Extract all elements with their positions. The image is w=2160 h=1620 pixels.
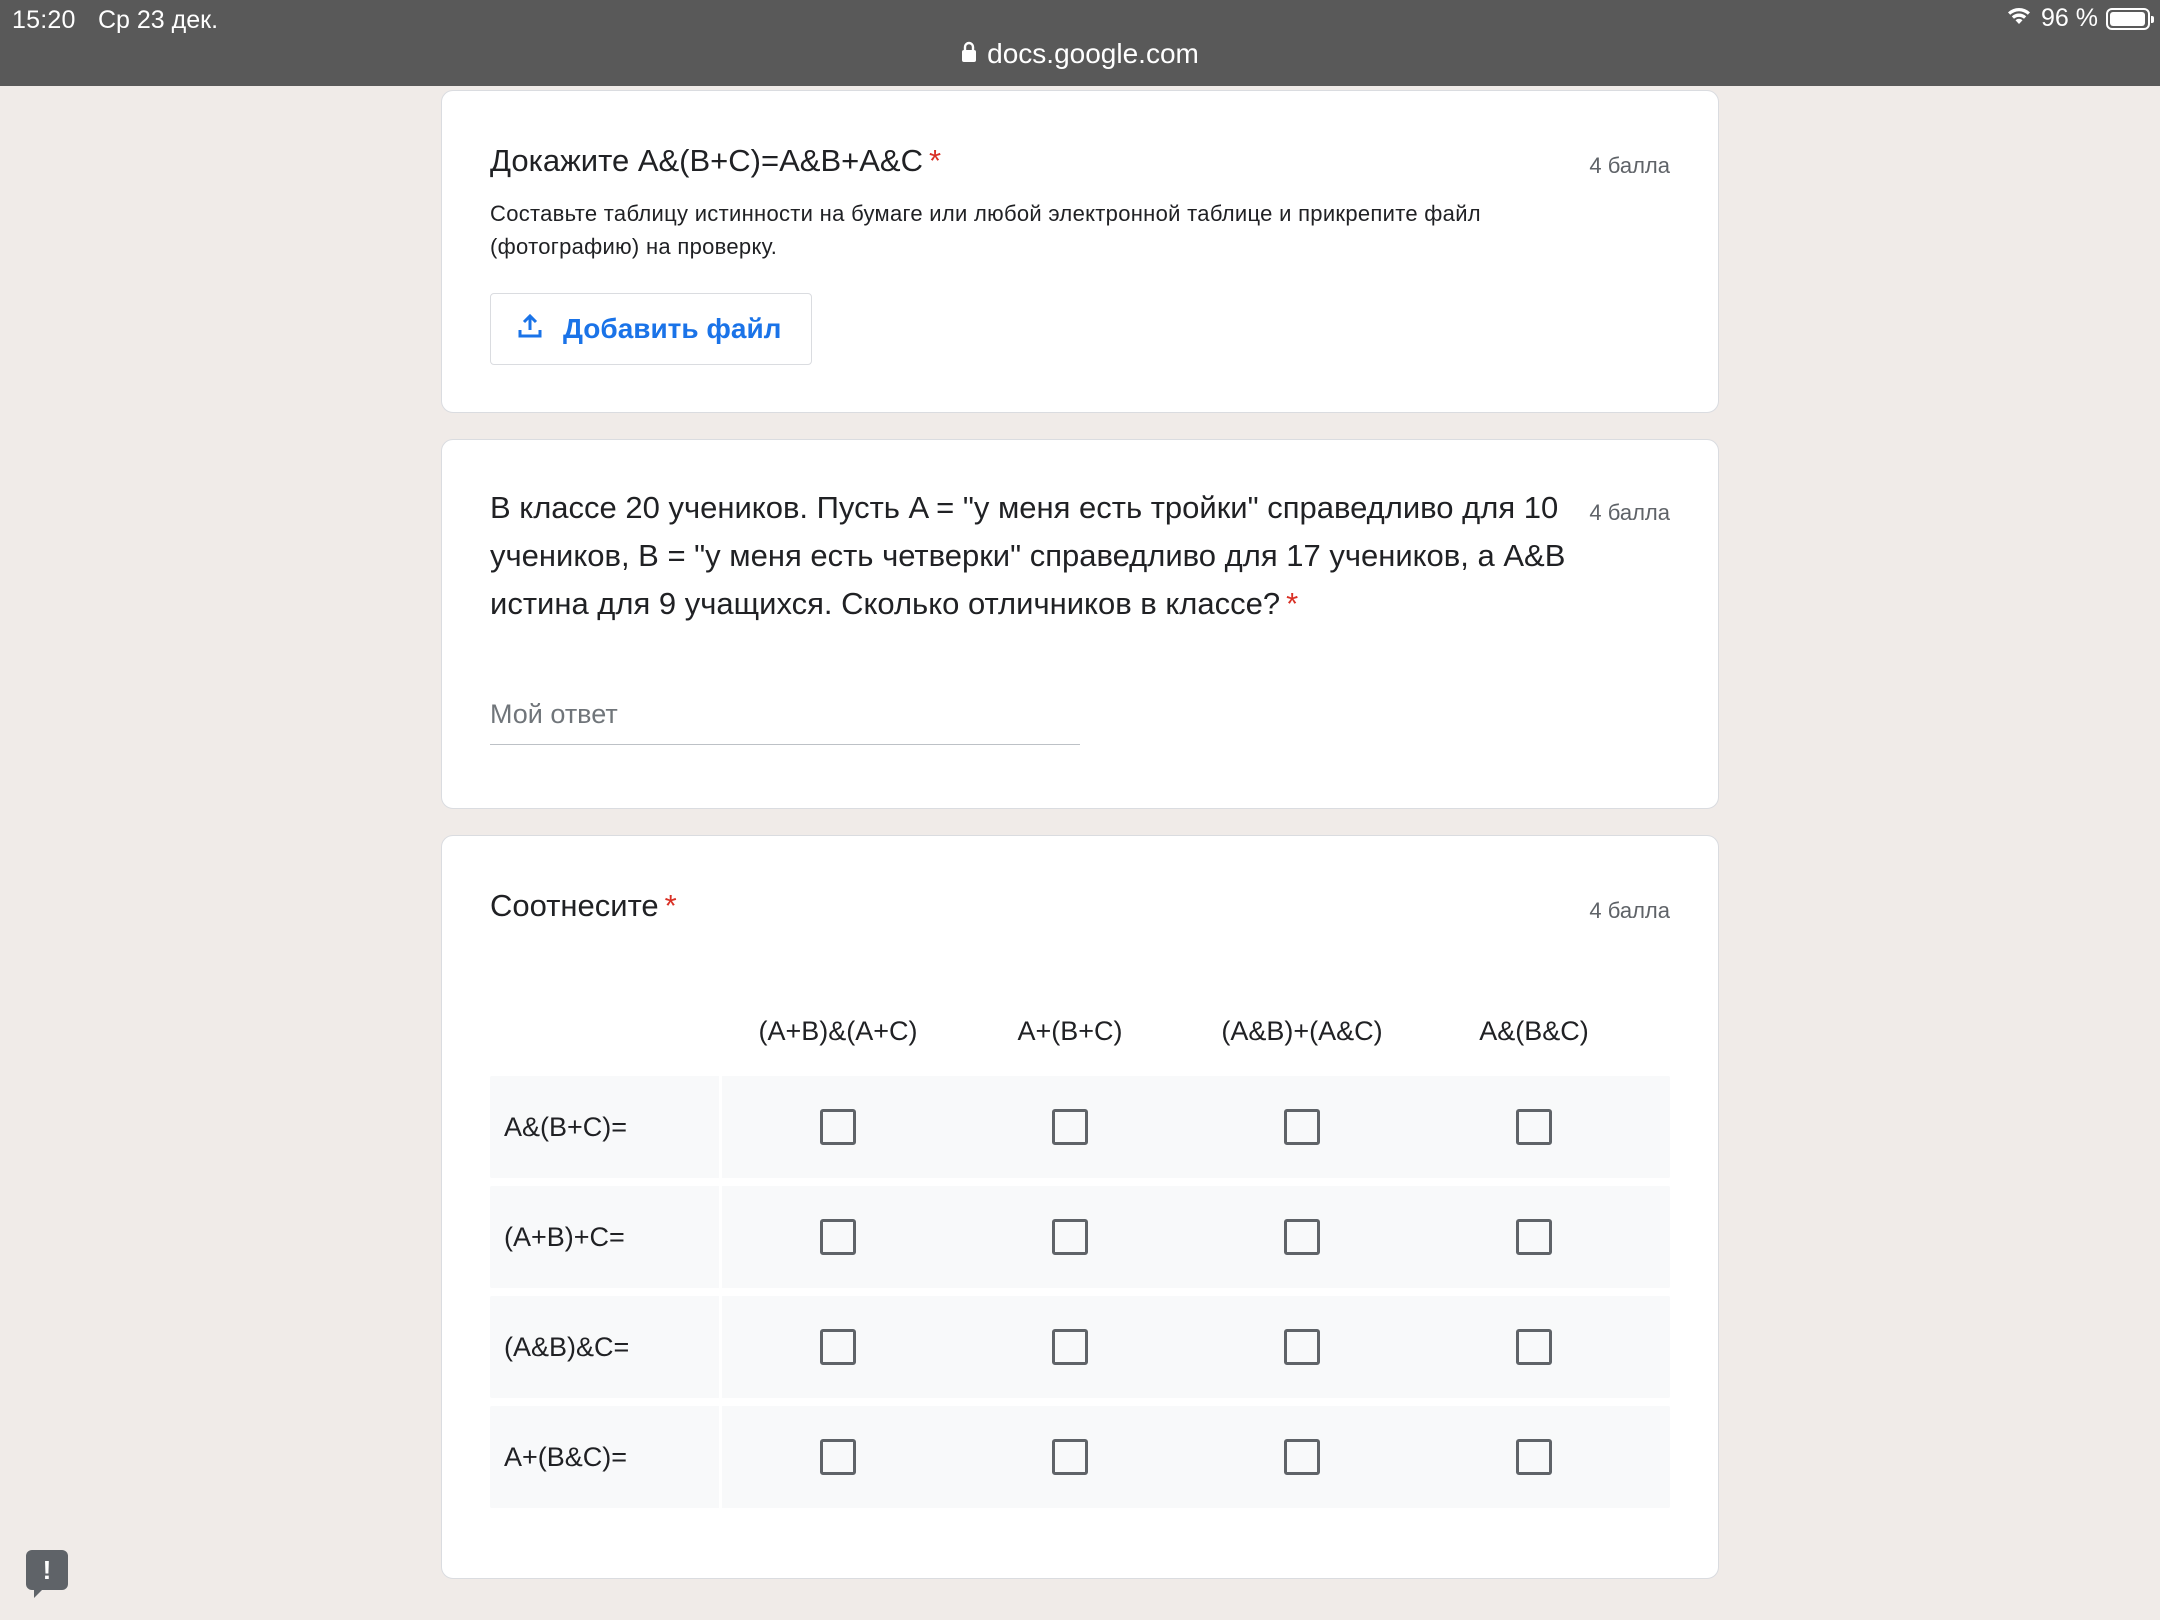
status-time: 15:20 xyxy=(12,6,76,34)
battery-icon xyxy=(2106,8,2150,30)
grid-column-header: (A+B)&(A+C) xyxy=(758,1015,918,1046)
question-description: Составьте таблицу истинности на бумаге или любой электронной таблице и прикрепите файл (фотографию) на проверку. xyxy=(490,201,1481,259)
grid-row xyxy=(490,1186,1670,1288)
status-date: Ср 23 дек. xyxy=(98,6,219,34)
exclamation-icon: ! xyxy=(42,1554,52,1585)
grid-header xyxy=(490,986,1670,1076)
grid-checkbox[interactable] xyxy=(1516,1219,1552,1255)
grid-row-label: A&(B+C)= xyxy=(490,1076,722,1178)
grid-column-header: A&(B&C) xyxy=(1479,1015,1589,1046)
battery-fill xyxy=(2110,12,2145,26)
question-title xyxy=(490,888,677,924)
question-title-text: Докажите A&(B+C)=A&B+A&C xyxy=(490,143,923,178)
grid-row-label: (A+B)+C= xyxy=(490,1186,722,1288)
grid-checkbox[interactable] xyxy=(820,1439,856,1475)
points-label: 4 балла xyxy=(1589,898,1670,923)
grid-checkbox[interactable] xyxy=(1052,1219,1088,1255)
required-mark: * xyxy=(664,888,677,923)
upload-icon xyxy=(517,313,543,346)
address-bar[interactable] xyxy=(0,38,2160,70)
grid-checkbox[interactable] xyxy=(820,1219,856,1255)
status-indicators xyxy=(2005,4,2150,33)
checkbox-grid xyxy=(490,986,1670,1516)
question-card-2 xyxy=(441,439,1719,809)
grid-checkbox[interactable] xyxy=(820,1329,856,1365)
answer-input[interactable] xyxy=(490,694,1080,745)
grid-column-header: (A&B)+(A&C) xyxy=(1221,1015,1383,1046)
required-mark: * xyxy=(928,143,942,178)
grid-checkbox[interactable] xyxy=(1516,1109,1552,1145)
add-file-button[interactable] xyxy=(490,293,812,365)
grid-row xyxy=(490,1406,1670,1508)
points-label: 4 балла xyxy=(1589,500,1670,525)
grid-row xyxy=(490,1296,1670,1398)
grid-checkbox[interactable] xyxy=(1516,1439,1552,1475)
grid-checkbox[interactable] xyxy=(1052,1109,1088,1145)
feedback-button[interactable] xyxy=(26,1550,68,1590)
grid-checkbox[interactable] xyxy=(1052,1329,1088,1365)
grid-checkbox[interactable] xyxy=(1516,1329,1552,1365)
question-card-3 xyxy=(441,835,1719,1579)
question-title-text: Соотнесите xyxy=(490,888,659,923)
grid-checkbox[interactable] xyxy=(1284,1329,1320,1365)
required-mark: * xyxy=(1286,586,1299,621)
grid-checkbox[interactable] xyxy=(1284,1219,1320,1255)
question-card-1 xyxy=(441,90,1719,413)
add-file-label: Добавить файл xyxy=(563,313,782,344)
grid-row xyxy=(490,1076,1670,1178)
grid-column-header: A+(B+C) xyxy=(1017,1015,1123,1046)
wifi-icon xyxy=(2005,4,2033,33)
grid-checkbox[interactable] xyxy=(1284,1109,1320,1145)
lock-icon xyxy=(961,38,977,70)
question-title xyxy=(490,143,941,179)
grid-checkbox[interactable] xyxy=(1284,1439,1320,1475)
grid-checkbox[interactable] xyxy=(1052,1439,1088,1475)
points-label: 4 балла xyxy=(1589,153,1670,178)
question-text-body: В классе 20 учеников. Пусть A = "у меня есть тройки" справедливо для 10 учеников, B = "у меня есть четверки" справедливо для 17 учеников, а A&B истина для 9 учащихся. Сколько отличников в классе? xyxy=(490,490,1566,621)
grid-checkbox[interactable] xyxy=(820,1109,856,1145)
answer-placeholder: Мой ответ xyxy=(490,699,618,729)
grid-row-label: (A&B)&C= xyxy=(490,1296,722,1398)
question-text xyxy=(490,484,1570,628)
url-text[interactable]: docs.google.com xyxy=(987,38,1199,69)
browser-top-bar xyxy=(0,0,2160,86)
grid-row-label: A+(B&C)= xyxy=(490,1406,722,1508)
battery-percent: 96 % xyxy=(2041,4,2098,32)
